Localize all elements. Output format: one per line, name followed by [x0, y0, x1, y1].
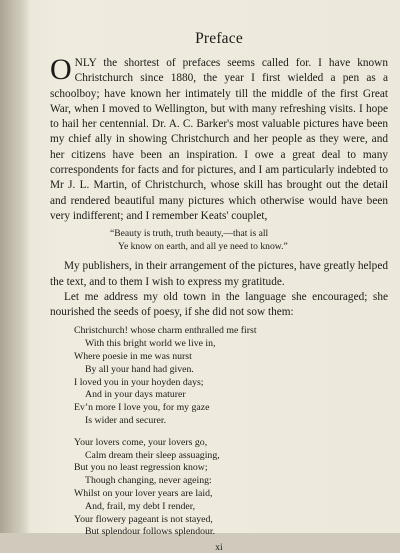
- paragraph-intro: [50, 53, 388, 224]
- drop-cap: O: [50, 53, 72, 86]
- paragraph-address: Let me address my old town in the language she encouraged; she nourished the seeds of poesy, if she did not sow them:: [50, 290, 388, 319]
- poem-line: Your flowery pageant is not stayed,: [74, 513, 213, 525]
- keats-epigraph: [110, 228, 388, 253]
- paragraph-publishers: My publishers, in their arrangement of the pictures, have greatly helped the text, and to them I wish to express my gratitude.: [50, 260, 388, 288]
- epigraph-line: “Beauty is truth, truth beauty,—that is all: [110, 228, 269, 240]
- stanza-gap: [74, 428, 388, 437]
- poem-line: And in your days maturer: [85, 389, 186, 401]
- poem-line: Though changing, never ageing:: [85, 475, 212, 487]
- book-gutter-shadow: [0, 0, 30, 533]
- poem-line: And, frail, my debt I render,: [85, 500, 196, 512]
- poem-line: Ev’n more I love you, for my gaze: [74, 402, 210, 414]
- poem-line: Christchurch! whose charm enthralled me first: [74, 325, 257, 337]
- poem-line: Calm dream their sleep assuaging,: [85, 449, 220, 461]
- poem-line: By all your hand had given.: [85, 363, 194, 375]
- poem-stanza-2: [74, 437, 388, 539]
- paragraph-intro-text: NLY the shortest of prefaces seems called for. I have known Christchurch since 1880, the year I first wielded a pen as a schoolboy; have known her intimately till the middle of the first Great War, when I moved to Wellington, but with many refreshing visits. I hope to hail her centennial. Dr. A. C. Barker's most valuable pictures have been my chief ally in showing Christchurch and her people as they were, and her citizens have been an inspiration. I owe a great deal to many correspondents for facts and for pictures, and I am particularly indebted to Mr J. L. Martin, of Christchurch, whose skill has brought out the detail and rendered beautiful many pictures which otherwise would have been very indifferent; and I remember Keats' couplet,: [50, 57, 388, 222]
- page-title: Preface: [195, 30, 243, 47]
- poem-line: But splendour follows splendour.: [85, 526, 216, 538]
- poem-line: I loved you in your hoyden days;: [74, 376, 204, 388]
- poem-line: Your lovers come, your lovers go,: [74, 436, 208, 448]
- poem-line: With this bright world we live in,: [85, 338, 216, 350]
- poem: [74, 325, 388, 539]
- poem-stanza-1: [74, 325, 388, 427]
- book-page: [50, 24, 388, 553]
- poem-line: Whilst on your lover years are laid,: [74, 488, 213, 500]
- epigraph-line: Ye know on earth, and all ye need to know.”: [118, 240, 288, 252]
- page-number: xi: [215, 543, 223, 553]
- poem-line: Is wider and securer.: [85, 415, 167, 427]
- poem-line: But you no least regression know;: [74, 462, 208, 474]
- poem-line: Where poesie in me was nurst: [74, 351, 192, 363]
